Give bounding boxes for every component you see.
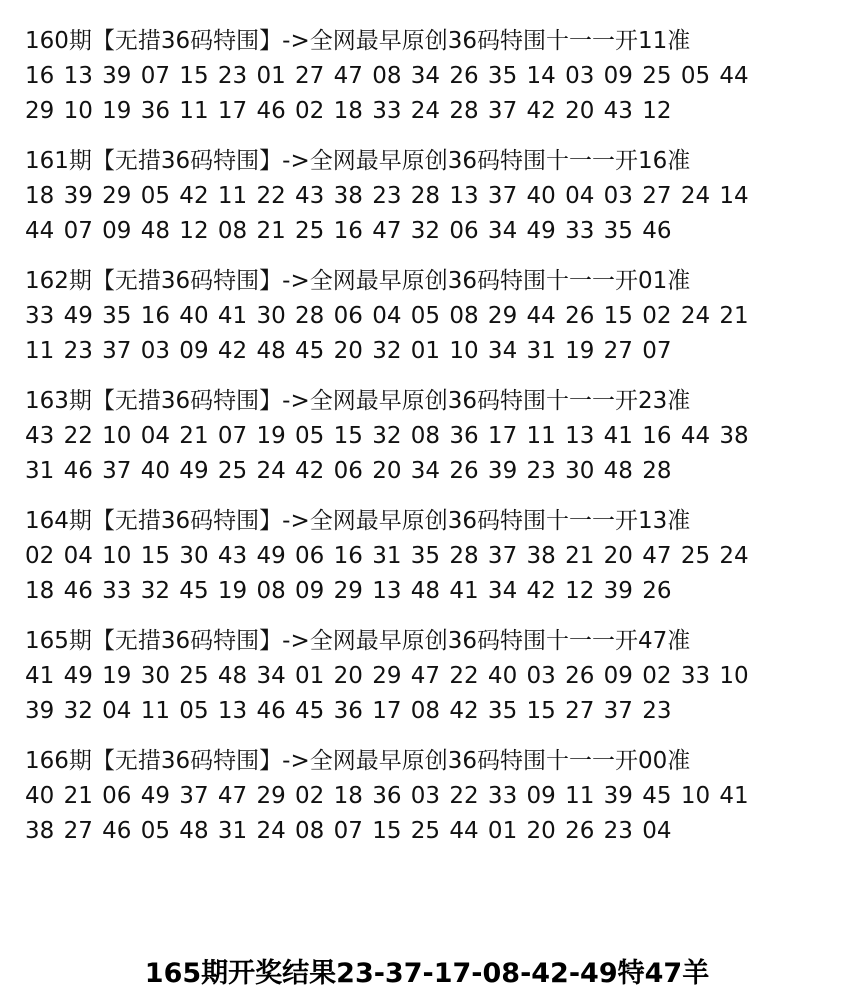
number-row: 18 46 33 32 45 19 08 09 29 13 48 41 34 42 12 39 26	[25, 578, 672, 604]
number-row: 31 46 37 40 49 25 24 42 06 20 34 26 39 23 30 48 28	[25, 458, 672, 484]
number-row: 16 13 39 07 15 23 01 27 47 08 34 26 35 14 03 09 25 05 44	[25, 63, 749, 89]
entry-161	[25, 144, 835, 249]
number-row: 41 49 19 30 25 48 34 01 20 29 47 22 40 03 26 09 02 33 10	[25, 663, 749, 689]
number-row: 38 27 46 05 48 31 24 08 07 15 25 44 01 20 26 23 04	[25, 818, 672, 844]
entry-160	[25, 24, 835, 129]
entry-163	[25, 384, 835, 489]
document-body	[25, 24, 835, 864]
entry-header: 160期【无措36码特围】->全网最早原创36码特围十一一开11准	[25, 28, 691, 54]
entry-header: 165期【无措36码特围】->全网最早原创36码特围十一一开47准	[25, 628, 691, 654]
entry-166	[25, 744, 835, 849]
number-row: 18 39 29 05 42 11 22 43 38 23 28 13 37 40 04 03 27 24 14	[25, 183, 749, 209]
entry-162	[25, 264, 835, 369]
entry-header: 166期【无措36码特围】->全网最早原创36码特围十一一开00准	[25, 748, 691, 774]
number-row: 33 49 35 16 40 41 30 28 06 04 05 08 29 44 26 15 02 24 21	[25, 303, 749, 329]
number-row: 43 22 10 04 21 07 19 05 15 32 08 36 17 11 13 41 16 44 38	[25, 423, 749, 449]
entry-header: 163期【无措36码特围】->全网最早原创36码特围十一一开23准	[25, 388, 691, 414]
draw-result-footer: 165期开奖结果23-37-17-08-42-49特47羊	[144, 958, 710, 989]
number-row: 02 04 10 15 30 43 49 06 16 31 35 28 37 38 21 20 47 25 24	[25, 543, 749, 569]
number-row: 11 23 37 03 09 42 48 45 20 32 01 10 34 31 19 27 07	[25, 338, 672, 364]
entry-165	[25, 624, 835, 729]
entry-header: 162期【无措36码特围】->全网最早原创36码特围十一一开01准	[25, 268, 691, 294]
entry-header: 161期【无措36码特围】->全网最早原创36码特围十一一开16准	[25, 148, 691, 174]
entry-header: 164期【无措36码特围】->全网最早原创36码特围十一一开13准	[25, 508, 691, 534]
number-row: 44 07 09 48 12 08 21 25 16 47 32 06 34 49 33 35 46	[25, 218, 672, 244]
number-row: 29 10 19 36 11 17 46 02 18 33 24 28 37 42 20 43 12	[25, 98, 672, 124]
number-row: 39 32 04 11 05 13 46 45 36 17 08 42 35 15 27 37 23	[25, 698, 672, 724]
number-row: 40 21 06 49 37 47 29 02 18 36 03 22 33 09 11 39 45 10 41	[25, 783, 749, 809]
entry-164	[25, 504, 835, 609]
